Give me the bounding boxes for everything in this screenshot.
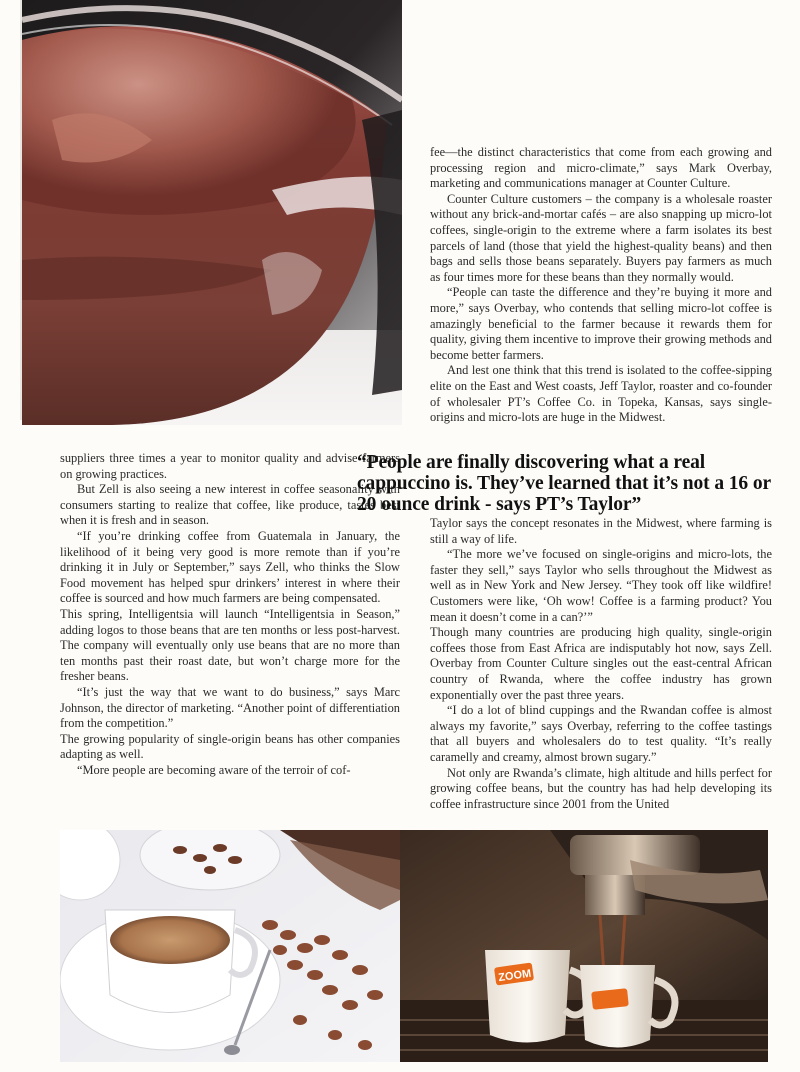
- article-column-left: [60, 451, 400, 778]
- paragraph: fee—the distinct characteristics that come from each growing and processing region and micro-climate,” says Mark Overbay, marketing and communications manager at Counter Culture.: [430, 145, 772, 191]
- paragraph: “I do a lot of blind cuppings and the Rwandan coffee is almost always my favorite,” says Overbay, referring to the coffee tastings that all buyers and wholesalers do to test quality. “It’s really caramelly and creamy, almost brown sugary.”: [430, 703, 772, 764]
- paragraph: Though many countries are producing high quality, single-origin coffees those from East Africa are indisputably hot now, says Zell. Overbay from Counter Culture singles out the east-central African country of Rwanda, where the coffee industry has grown exponentially over the past three years.: [430, 625, 772, 702]
- paragraph: This spring, Intelligentsia will launch “Intelligentsia in Season,” adding logos to those beans that are ten months or less post-harvest. The company will eventually only use beans that are no more than ten months past their roast date, but won’t charge more for the fresher beans.: [60, 606, 400, 684]
- paragraph: But Zell is also seeing a new interest in coffee seasonality with consumers starting to realize that coffee, like produce, tastes best when it is fresh and in season.: [60, 482, 400, 528]
- espresso-photo: [400, 830, 768, 1062]
- paragraph: “The more we’ve focused on single-origins and micro-lots, the faster they sell,” says Taylor who sells throughout the Midwest as well as in New York and New Jersey. “They took off like wildfire! Customers were like, ‘Oh wow! Coffee is a farming product? You mean it doesn’t come in a can?’”: [430, 547, 772, 624]
- paragraph: “People can taste the difference and they’re buying it more and more,” says Overbay, who contends that selling micro-lot coffee is amazingly beneficial to the farmer because it rewards them for quality, giving them incentive to improve their growing methods and become better farmers.: [430, 285, 772, 362]
- article-column-right: [430, 516, 772, 812]
- iced-coffee-photo: [22, 0, 402, 425]
- paragraph: suppliers three times a year to monitor quality and advise farmers on growing practices.: [60, 451, 400, 481]
- paragraph: Taylor says the concept resonates in the Midwest, where farming is still a way of life.: [430, 516, 772, 546]
- paragraph: The growing popularity of single-origin beans has other companies adapting as well.: [60, 731, 400, 762]
- paragraph: “More people are becoming aware of the terroir of cof-: [77, 762, 351, 777]
- cup-logo-text: ZOOM: [497, 967, 532, 985]
- paragraph: “If you’re drinking coffee from Guatemala in January, the likelihood of it being very good is more remote than if you’re drinking it in July or September,” says Zell, who thinks the Slow Food movement has helped spur drinkers’ interest in where their coffee is sourced and how much farmers are being compensated.: [60, 528, 400, 606]
- article-column-top-right: [430, 145, 772, 426]
- paragraph: Not only are Rwanda’s climate, high altitude and hills perfect for growing coffee beans, but the country has had help developing its coffee infrastructure since 2001 from the United: [430, 765, 772, 811]
- pull-quote: “People are finally discovering what a real cappuccino is. They’ve learned that it’s not a 16 or 20 ounce drink - says PT’s Taylor”: [357, 452, 771, 515]
- paragraph: And lest one think that this trend is isolated to the coffee-sipping elite on the East and West coasts, Jeff Taylor, roaster and co-founder of wholesaler PT’s Coffee Co. in Topeka, Kansas, says single-origins and micro-lots are huge in the Midwest.: [430, 363, 772, 425]
- paragraph: Counter Culture customers – the company is a wholesale roaster without any brick-and-mortar cafés – are also snapping up micro-lot coffees, single-origin to the extreme where a farm isolates its best parcels of land (those that yield the highest-quality beans) and then bags and sells those beans separately. Buyers pay farmers as much as four times more for these beans than they normally would.: [430, 191, 772, 284]
- paragraph: “It’s just the way that we want to do business,” says Marc Johnson, the director of marketing. “Another point of differentiation from the competition.”: [60, 684, 400, 731]
- cappuccino-photo: [60, 830, 400, 1062]
